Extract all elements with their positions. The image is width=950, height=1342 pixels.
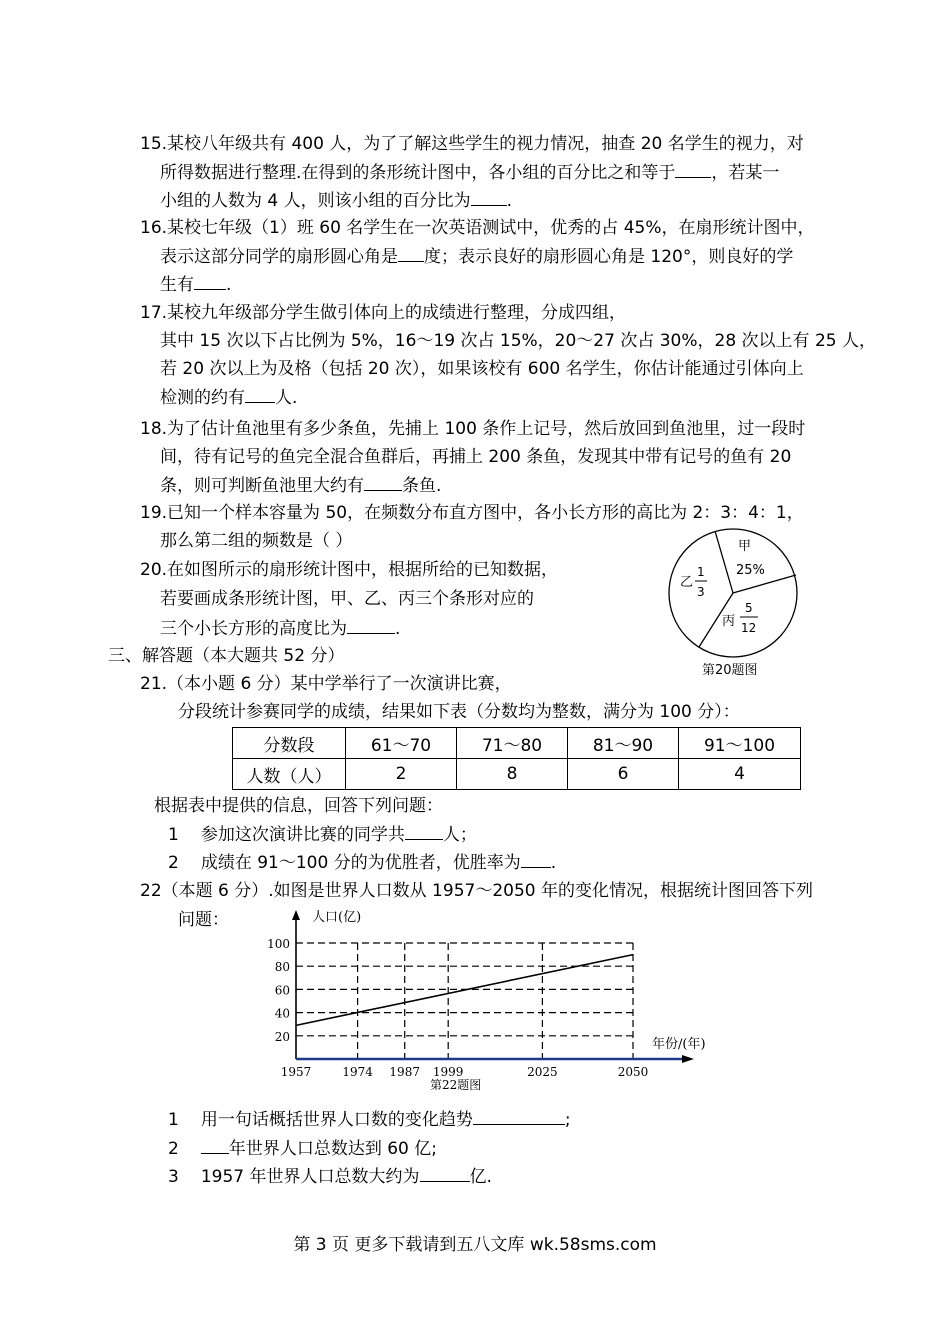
q22-line-2: 问题： xyxy=(178,910,229,930)
answer-blank[interactable] xyxy=(245,386,275,403)
q17-line-4 xyxy=(160,386,297,409)
q22-text: 亿. xyxy=(469,1167,492,1187)
table-cell: 8 xyxy=(457,759,568,790)
y-axis-arrow xyxy=(292,910,300,920)
y-tick-label: 60 xyxy=(274,983,290,998)
q22-sub-1 xyxy=(168,1108,571,1131)
pie-yi-denominator: 3 xyxy=(697,585,705,599)
q16-line-2 xyxy=(160,245,793,268)
answer-blank[interactable] xyxy=(364,474,402,491)
table-row xyxy=(233,759,801,790)
q15-text: 所得数据进行整理.在得到的条形统计图中，各小组的百分比之和等于 xyxy=(160,163,676,183)
answer-blank[interactable] xyxy=(471,189,507,206)
q21-text: 人； xyxy=(442,825,477,845)
pie-bing-denominator: 12 xyxy=(741,621,757,635)
q18-text: 条，则可判断鱼池里大约有 xyxy=(160,476,364,496)
y-tick-label: 100 xyxy=(267,937,290,951)
sub-number: 2 xyxy=(168,853,179,873)
x-axis-title: 年份/(年) xyxy=(652,1037,706,1052)
pie-yi-numerator: 1 xyxy=(697,565,705,579)
table-header-cell: 分数段 xyxy=(233,728,346,759)
answer-blank[interactable] xyxy=(420,1165,470,1182)
q20-line-3 xyxy=(160,617,400,640)
q21-text: . xyxy=(550,853,557,873)
q18-line-2: 间，待有记号的鱼完全混合鱼群后，再捕上 200 条鱼，发现其中带有记号的鱼有 20 xyxy=(160,447,792,467)
q15-text: . xyxy=(506,191,513,211)
q15-line-3 xyxy=(160,189,512,212)
q22-text: ; xyxy=(564,1110,571,1130)
table-cell: 61～70 xyxy=(346,728,457,759)
answer-blank[interactable] xyxy=(194,273,226,290)
q19-line-2: 那么第二组的频数是（ ） xyxy=(160,531,353,551)
q20-text: 三个小长方形的高度比为 xyxy=(160,619,347,639)
q18-line-1: 18.为了估计鱼池里有多少条鱼，先捕上 100 条作上记号，然后放回到鱼池里，过一段时 xyxy=(140,419,806,439)
x-tick-label: 2025 xyxy=(527,1065,558,1079)
x-tick-label: 1974 xyxy=(342,1065,373,1079)
table-cell: 81～90 xyxy=(568,728,679,759)
answer-blank[interactable] xyxy=(675,161,711,178)
q22-sub-2 xyxy=(168,1137,437,1160)
q22-text: 1957 年世界人口总数大约为 xyxy=(200,1167,420,1187)
q21-line-2: 分段统计参赛同学的成绩，结果如下表（分数均为整数，满分为 100 分）： xyxy=(178,702,740,722)
table-cell: 91～100 xyxy=(679,728,801,759)
x-axis-arrow xyxy=(682,1055,694,1063)
sub-number: 1 xyxy=(168,825,179,845)
table-row xyxy=(233,728,801,759)
pie-label-jia: 甲 xyxy=(738,539,752,554)
q15-line-1: 15.某校八年级共有 400 人，为了了解这些学生的视力情况，抽查 20 名学生的视力，对 xyxy=(140,134,804,154)
q16-line-3 xyxy=(160,273,231,296)
pie-divider xyxy=(715,531,733,593)
table-cell: 2 xyxy=(346,759,457,790)
y-tick-label: 20 xyxy=(274,1029,290,1044)
table-cell: 4 xyxy=(679,759,801,790)
q20-line-1: 20.在如图所示的扇形统计图中，根据所给的已知数据， xyxy=(140,560,559,580)
y-tick-label: 80 xyxy=(274,960,290,975)
q16-text: 度；表示良好的扇形圆心角是 120°，则良好的学 xyxy=(424,247,794,267)
y-tick-label: 40 xyxy=(274,1006,290,1021)
answer-blank[interactable] xyxy=(473,1108,565,1125)
sub-number: 1 xyxy=(168,1110,179,1130)
q17-text: 人. xyxy=(275,388,298,408)
q19-line-1: 19.已知一个样本容量为 50，在频数分布直方图中，各小长方形的高比为 2：3：4：1， xyxy=(140,503,804,523)
score-table xyxy=(232,727,801,790)
x-tick-label: 1999 xyxy=(432,1065,464,1079)
q18-text: 条鱼. xyxy=(402,476,442,496)
q16-line-1: 16.某校七年级（1）班 60 名学生在一次英语测试中，优秀的占 45%，在扇形统计图中， xyxy=(140,218,815,238)
q21-text: 成绩在 91～100 分的为优胜者，优胜率为 xyxy=(200,853,521,873)
q17-line-3: 若 20 次以上为及格（包括 20 次），如果该校有 600 名学生，你估计能通过引体向上 xyxy=(160,359,804,379)
q21-line-1: 21.（本小题 6 分）某中学举行了一次演讲比赛， xyxy=(140,674,512,694)
pie-caption: 第20题图 xyxy=(702,663,758,678)
answer-blank[interactable] xyxy=(398,245,424,262)
x-tick-label: 1957 xyxy=(280,1065,312,1079)
pie-label-bing: 丙 xyxy=(722,614,736,629)
q21-sub-1 xyxy=(168,823,477,846)
q20-line-2: 若要画成条形统计图，甲、乙、丙三个条形对应的 xyxy=(160,589,534,609)
q22-text: 用一句话概括世界人口数的变化趋势 xyxy=(200,1110,473,1130)
answer-blank[interactable] xyxy=(521,851,551,868)
q20-text: . xyxy=(395,619,401,639)
q17-line-1: 17.某校九年级部分学生做引体向上的成绩进行整理，分成四组， xyxy=(140,303,627,323)
section-3-heading: 三、解答题（本大题共 52 分） xyxy=(108,646,345,666)
q21-sub-2 xyxy=(168,851,556,874)
x-tick-label: 1987 xyxy=(389,1065,420,1079)
q16-text: 表示这部分同学的扇形圆心角是 xyxy=(160,247,398,267)
q17-line-2: 其中 15 次以下占比例为 5%，16～19 次占 15%，20～27 次占 30%，28 次以上有 25 人， xyxy=(160,331,876,351)
q16-text: 生有 xyxy=(160,275,194,295)
chart-caption: 第22题图 xyxy=(430,1078,482,1092)
q22-text: 年世界人口总数达到 60 亿; xyxy=(228,1139,437,1159)
y-axis-title: 人口(亿) xyxy=(312,910,362,925)
table-header-cell: 人数（人） xyxy=(233,759,346,790)
x-tick-label: 2050 xyxy=(617,1065,649,1079)
sub-number: 3 xyxy=(168,1167,179,1187)
answer-blank[interactable] xyxy=(347,617,395,634)
q21-text: 参加这次演讲比赛的同学共 xyxy=(200,825,405,845)
table-cell: 71～80 xyxy=(457,728,568,759)
table-cell: 6 xyxy=(568,759,679,790)
q15-text: ，若某一 xyxy=(711,163,780,183)
pie-label-yi: 乙 xyxy=(680,575,694,590)
answer-blank[interactable] xyxy=(201,1137,229,1154)
q16-text: . xyxy=(226,275,232,295)
page-footer: 第 3 页 更多下载请到五八文库 wk.58sms.com xyxy=(293,1235,657,1255)
pie-chart-figure xyxy=(660,528,810,688)
pie-value-jia: 25% xyxy=(736,563,765,578)
q22-sub-3 xyxy=(168,1165,492,1188)
q22-line-1: 22（本题 6 分）.如图是世界人口数从 1957～2050 年的变化情况，根据统计图回答下列 xyxy=(140,881,813,901)
sub-number: 2 xyxy=(168,1139,179,1159)
q21-after-table: 根据表中提供的信息，回答下列问题： xyxy=(154,796,443,816)
population-line-chart xyxy=(262,908,740,1098)
pie-bing-numerator: 5 xyxy=(745,601,753,615)
answer-blank[interactable] xyxy=(405,823,443,840)
q18-line-3 xyxy=(160,474,441,497)
q15-line-2 xyxy=(160,161,779,184)
q15-text: 小组的人数为 4 人，则该小组的百分比为 xyxy=(160,191,471,211)
q17-text: 检测的约有 xyxy=(160,388,245,408)
